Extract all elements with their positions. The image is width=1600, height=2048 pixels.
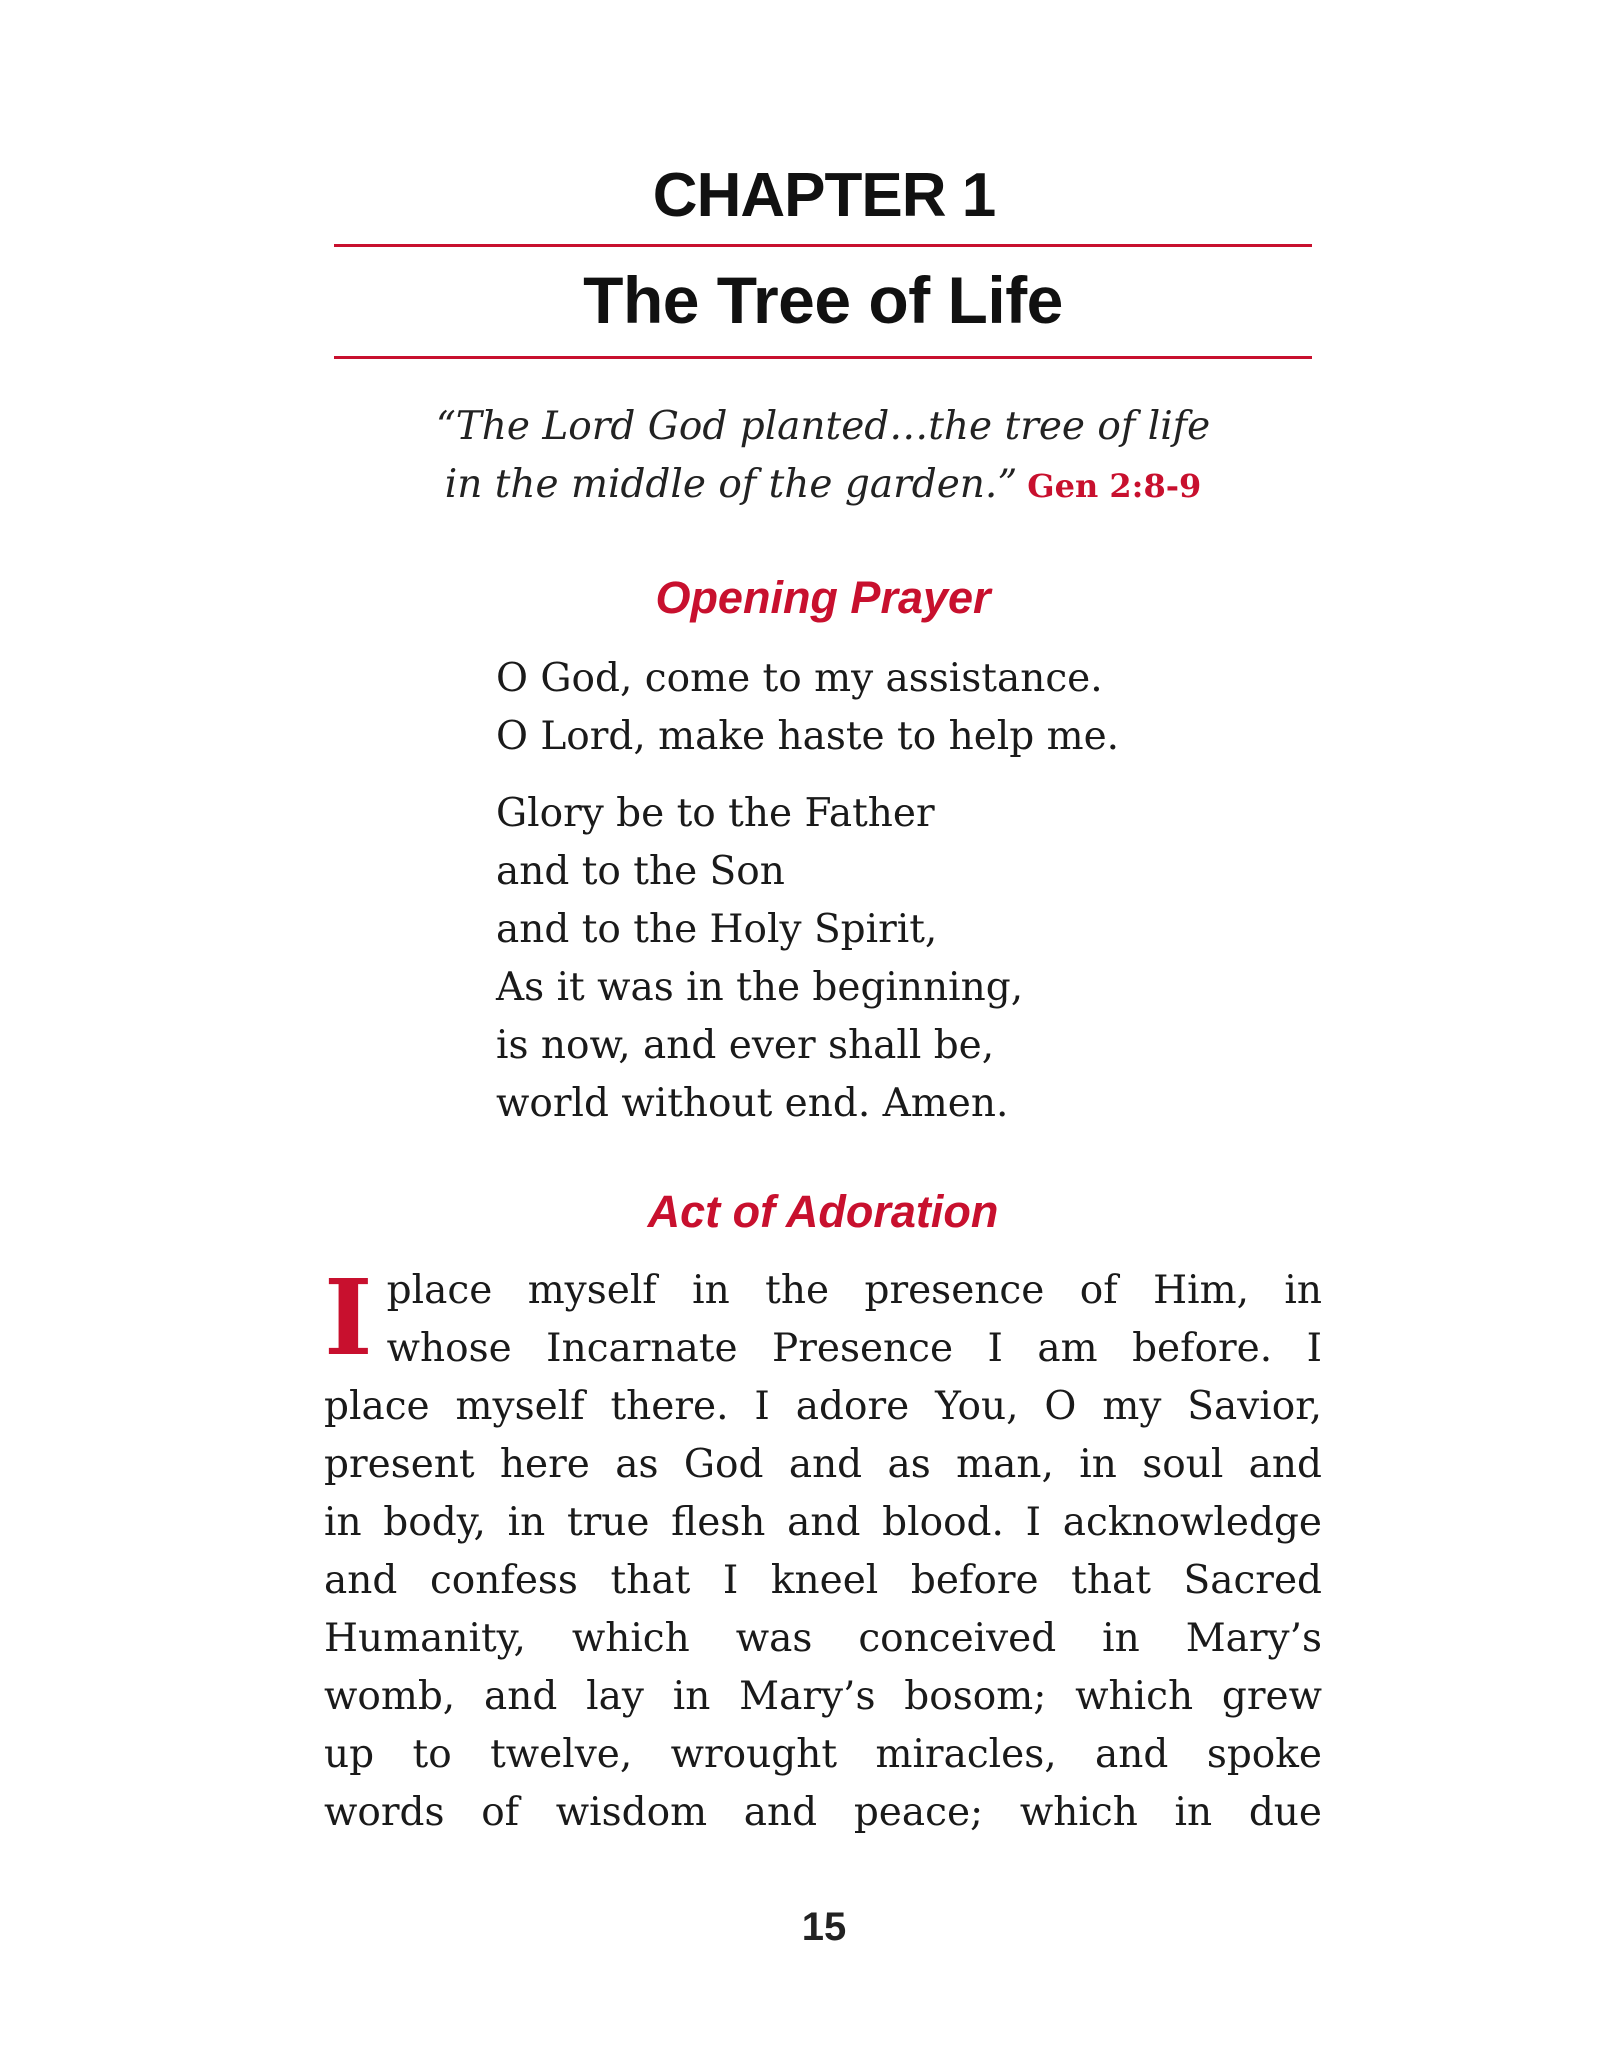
epigraph-line-1: “The Lord God planted…the tree of life <box>435 404 1211 449</box>
title-rule-top <box>334 244 1312 247</box>
prayer-line: Glory be to the Father <box>496 791 935 836</box>
prayer-stanza-1 <box>496 650 1256 766</box>
prayer-line: and to the Holy Spirit, <box>496 907 938 952</box>
epigraph <box>334 398 1312 515</box>
prayer-line: As it was in the beginning, <box>496 965 1024 1010</box>
act-of-adoration-heading: Act of Adoration <box>647 1186 999 1237</box>
chapter-number: CHAPTER 1 <box>652 161 996 230</box>
paragraph-line: whose Incarnate Presence I am before. I <box>386 1326 1322 1371</box>
paragraph-line: up to twelve, wrought miracles, and spoke <box>324 1732 1322 1777</box>
scripture-reference: Gen 2:8-9 <box>1027 467 1202 505</box>
drop-cap: I <box>324 1256 373 1379</box>
paragraph-line: present here as God and as man, in soul and <box>324 1442 1322 1487</box>
prayer-line: O God, come to my assistance. <box>496 656 1103 701</box>
page-number: 15 <box>801 1905 847 1949</box>
paragraph-line: place myself in the presence of Him, in <box>386 1268 1322 1313</box>
prayer-line: is now, and ever shall be, <box>496 1023 995 1068</box>
prayer-line: O Lord, make haste to help me. <box>496 714 1120 759</box>
prayer-line: and to the Son <box>496 849 785 894</box>
chapter-title: The Tree of Life <box>583 263 1063 337</box>
prayer-stanza-2 <box>496 785 1256 1133</box>
title-rule-bottom <box>334 356 1312 359</box>
paragraph-line: and confess that I kneel before that Sacred <box>324 1558 1322 1603</box>
epigraph-line-2-wrap <box>334 456 1312 515</box>
paragraph-line: in body, in true flesh and blood. I acknowledge <box>324 1500 1322 1545</box>
paragraph-line: place myself there. I adore You, O my Savior, <box>324 1384 1322 1429</box>
adoration-paragraph <box>324 1256 1322 1842</box>
paragraph-line: words of wisdom and peace; which in due <box>324 1790 1322 1835</box>
opening-prayer-heading: Opening Prayer <box>655 572 991 623</box>
prayer-line: world without end. Amen. <box>496 1081 1009 1126</box>
paragraph-line: womb, and lay in Mary’s bosom; which grew <box>324 1674 1322 1719</box>
epigraph-line-2: in the middle of the garden.” <box>444 462 1018 507</box>
paragraph-line: Humanity, which was conceived in Mary’s <box>324 1616 1322 1661</box>
